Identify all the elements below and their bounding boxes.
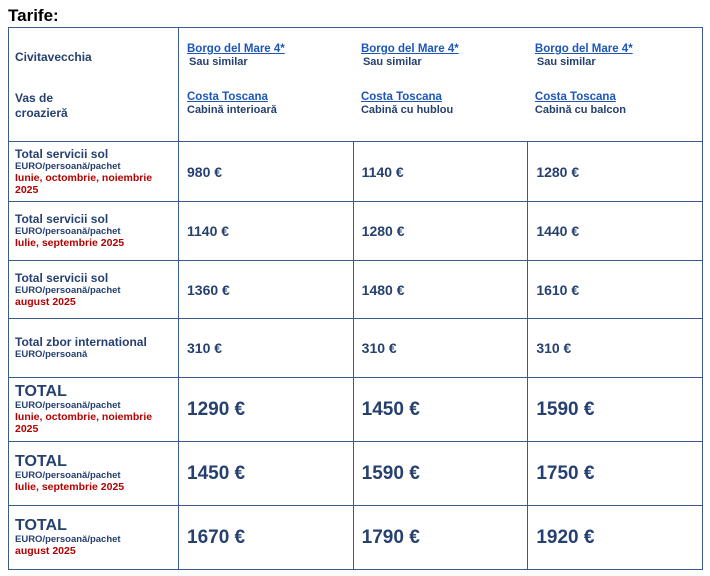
cabin-type-3: Cabină cu balcon <box>534 104 626 116</box>
tariff-table <box>8 27 703 570</box>
price-cell: 1290 € <box>179 378 354 442</box>
price-cell: 1480 € <box>353 261 528 319</box>
similar-text-3: Sau similar <box>536 56 596 68</box>
price-cell: 1140 € <box>353 142 528 202</box>
price-cell: 1360 € <box>179 261 354 319</box>
price-cell: 1610 € <box>528 261 703 319</box>
price-cell: 1450 € <box>179 442 354 506</box>
page-title: Tarife: <box>8 6 59 25</box>
ship-link-1[interactable]: Costa Toscana <box>187 91 268 103</box>
row-title: Total servicii sol <box>15 270 109 285</box>
cabin-type-1: Cabină interioară <box>187 104 277 116</box>
table-row <box>9 319 703 378</box>
row-title: TOTAL <box>15 383 67 400</box>
table-row <box>9 142 703 202</box>
ship-link-2[interactable]: Costa Toscana <box>360 91 442 103</box>
row-title: TOTAL <box>15 517 67 534</box>
row-title: Total servicii sol <box>15 146 109 161</box>
row-unit: EURO/persoană/pachet <box>15 400 121 411</box>
hotel-link-2[interactable]: Borgo del Mare 4* <box>360 43 459 55</box>
table-row <box>9 506 703 570</box>
ship-label-line2: croazieră <box>15 106 68 120</box>
option-column-2 <box>361 28 535 117</box>
table-header-row <box>9 28 703 142</box>
row-label-cell <box>9 442 179 506</box>
hotel-link-1[interactable]: Borgo del Mare 4* <box>187 43 285 55</box>
cabin-type-2: Cabină cu hublou <box>360 104 454 116</box>
price-cell: 1920 € <box>528 506 703 570</box>
price-cell: 1750 € <box>528 442 703 506</box>
price-cell: 310 € <box>179 319 354 378</box>
ship-label-line1: Vas de <box>15 91 54 105</box>
header-options-cell <box>179 28 703 142</box>
price-cell: 1140 € <box>179 202 354 261</box>
price-cell: 310 € <box>528 319 703 378</box>
row-period: august 2025 <box>15 545 76 557</box>
hotel-link-3[interactable]: Borgo del Mare 4* <box>534 43 633 55</box>
table-row <box>9 378 703 442</box>
row-label-cell <box>9 261 179 319</box>
row-period: Iunie, octombrie, noiembrie 2025 <box>15 171 153 196</box>
price-cell: 1670 € <box>179 506 354 570</box>
header-label-cell <box>9 28 179 142</box>
row-period: Iulie, septembrie 2025 <box>15 237 125 249</box>
table-row <box>9 442 703 506</box>
row-period: august 2025 <box>15 295 76 308</box>
table-row <box>9 261 703 319</box>
row-unit: EURO/persoană/pachet <box>15 470 121 481</box>
row-title: Total zbor international <box>15 335 147 349</box>
row-unit: EURO/persoană/pachet <box>15 534 121 545</box>
row-unit: EURO/persoană/pachet <box>15 226 121 237</box>
row-label-cell <box>9 378 179 442</box>
ship-link-3[interactable]: Costa Toscana <box>534 91 616 103</box>
price-cell: 1590 € <box>353 442 528 506</box>
row-label-cell <box>9 319 179 378</box>
price-cell: 1280 € <box>353 202 528 261</box>
table-row <box>9 202 703 261</box>
row-label-cell <box>9 142 179 202</box>
row-title: Total servicii sol <box>15 212 109 226</box>
row-label-cell <box>9 506 179 570</box>
row-unit: EURO/persoană/pachet <box>15 284 121 296</box>
price-cell: 980 € <box>179 142 354 202</box>
row-unit: EURO/persoană <box>15 349 88 360</box>
row-period: Iulie, septembrie 2025 <box>15 481 125 493</box>
price-cell: 1450 € <box>353 378 528 442</box>
price-cell: 1440 € <box>528 202 703 261</box>
option-column-3 <box>535 28 702 117</box>
price-cell: 1590 € <box>528 378 703 442</box>
price-cell: 310 € <box>353 319 528 378</box>
price-cell: 1790 € <box>353 506 528 570</box>
row-title: TOTAL <box>15 453 67 470</box>
similar-text-2: Sau similar <box>362 56 422 68</box>
price-cell: 1280 € <box>528 142 703 202</box>
row-label-cell <box>9 202 179 261</box>
port-label: Civitavecchia <box>15 50 92 64</box>
similar-text-1: Sau similar <box>189 56 248 68</box>
row-unit: EURO/persoană/pachet <box>15 160 121 172</box>
option-column-1 <box>179 28 361 117</box>
row-period: Iunie, octombrie, noiembrie 2025 <box>15 411 153 435</box>
